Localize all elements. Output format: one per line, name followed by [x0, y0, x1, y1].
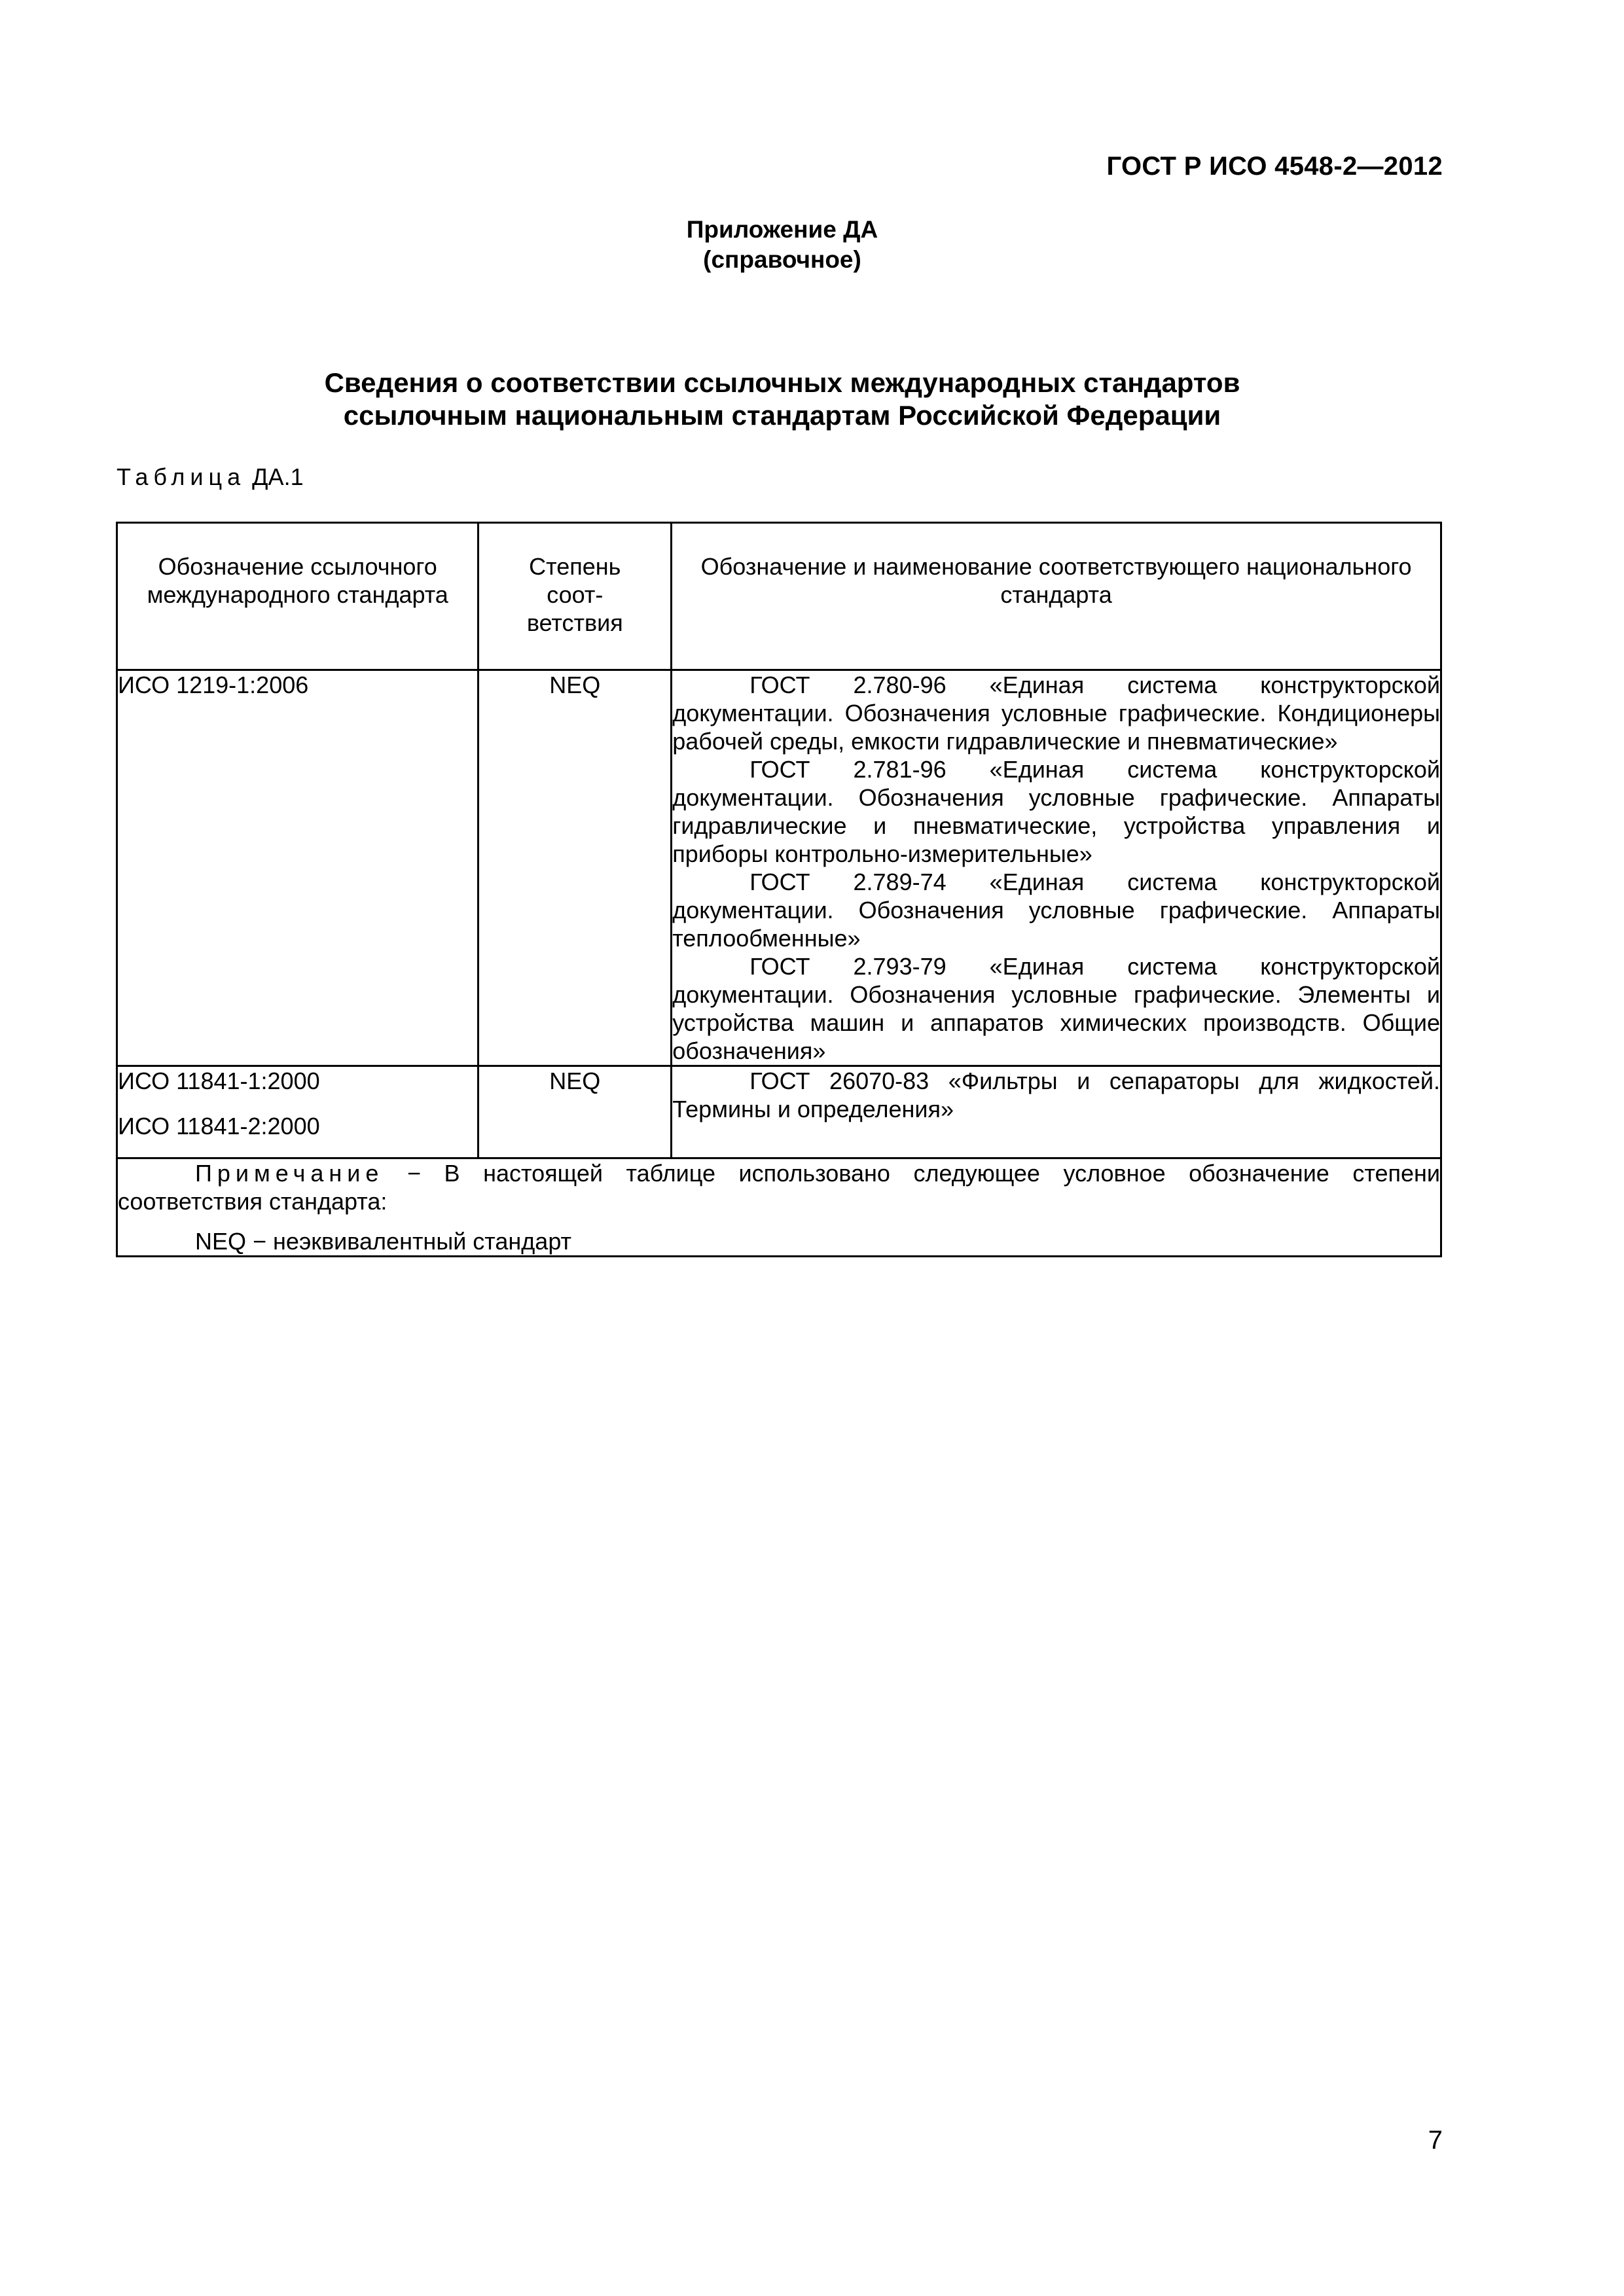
- header-cell-degree: [478, 523, 672, 670]
- intl-standard-cell: [117, 670, 478, 1066]
- document-code: ГОСТ Р ИСО 4548-2—2012: [1106, 152, 1443, 181]
- note-text: [118, 1159, 1440, 1215]
- table-row: [117, 670, 1441, 1066]
- correspondence-table: [116, 522, 1442, 1257]
- note-definition: NEQ − неэквивалентный стандарт: [195, 1228, 572, 1255]
- national-standard: ГОСТ 26070-83 «Фильтры и сепараторы для жидкостей. Термины и определения»: [672, 1067, 1440, 1122]
- header-national-text: Обозначение и наименование соответствующего национального стандарта: [700, 553, 1412, 608]
- note-label: Примечание: [195, 1160, 384, 1187]
- national-standard-cell: [672, 670, 1441, 1066]
- appendix-label: Приложение ДА: [686, 216, 878, 243]
- table-note-row: [117, 1158, 1441, 1257]
- national-standard: ГОСТ 2.793-79 «Единая система конструкторской документации. Обозначения условные графические. Элементы и устройства машин и аппаратов химических производств. Общие обозначения»: [672, 953, 1440, 1064]
- degree-cell: [478, 670, 672, 1066]
- table-label-number: ДА.1: [252, 463, 304, 490]
- header-international-text: Обозначение ссылочного международного стандарта: [147, 553, 448, 608]
- table-row: [117, 1066, 1441, 1158]
- appendix-heading: [0, 215, 1564, 275]
- degree-value: NEQ: [549, 672, 601, 698]
- header-cell-national: [672, 523, 1441, 670]
- national-standard: ГОСТ 2.789-74 «Единая система конструкторской документации. Обозначения условные графические. Аппараты теплообменные»: [672, 869, 1440, 952]
- degree-cell: [478, 1066, 672, 1158]
- national-standard: ГОСТ 2.780-96 «Единая система конструкторской документации. Обозначения условные графические. Кондиционеры рабочей среды, емкости гидравлические и пневматические»: [672, 672, 1440, 755]
- page-number: 7: [1428, 2126, 1443, 2155]
- intl-standard: ИСО 11841-1:2000: [118, 1067, 320, 1094]
- section-title: [0, 367, 1564, 432]
- section-title-line-1: Сведения о соответствии ссылочных международных стандартов: [324, 367, 1240, 398]
- appendix-kind: (справочное): [703, 246, 861, 273]
- table-header-row: [117, 523, 1441, 670]
- intl-standard: ИСО 11841-2:2000: [118, 1113, 320, 1139]
- intl-standard: ИСО 1219-1:2006: [118, 672, 309, 698]
- table-label: [117, 463, 304, 491]
- national-standard: ГОСТ 2.781-96 «Единая система конструкторской документации. Обозначения условные графические. Аппараты гидравлические и пневматические, устройства управления и приборы контрольно-измерительные»: [672, 756, 1440, 867]
- table-label-word: Таблица: [117, 463, 246, 490]
- national-standard-cell: [672, 1066, 1441, 1158]
- header-cell-international: [117, 523, 478, 670]
- intl-standard-cell: [117, 1066, 478, 1158]
- note-body: − В настоящей таблице использовано следующее условное обозначение степени соответствия стандарта:: [118, 1160, 1440, 1215]
- degree-value: NEQ: [549, 1067, 601, 1094]
- table-note: [117, 1158, 1441, 1257]
- section-title-line-2: ссылочным национальным стандартам Российской Федерации: [343, 400, 1221, 431]
- header-degree-text: Степень соот-ветствия: [526, 553, 623, 636]
